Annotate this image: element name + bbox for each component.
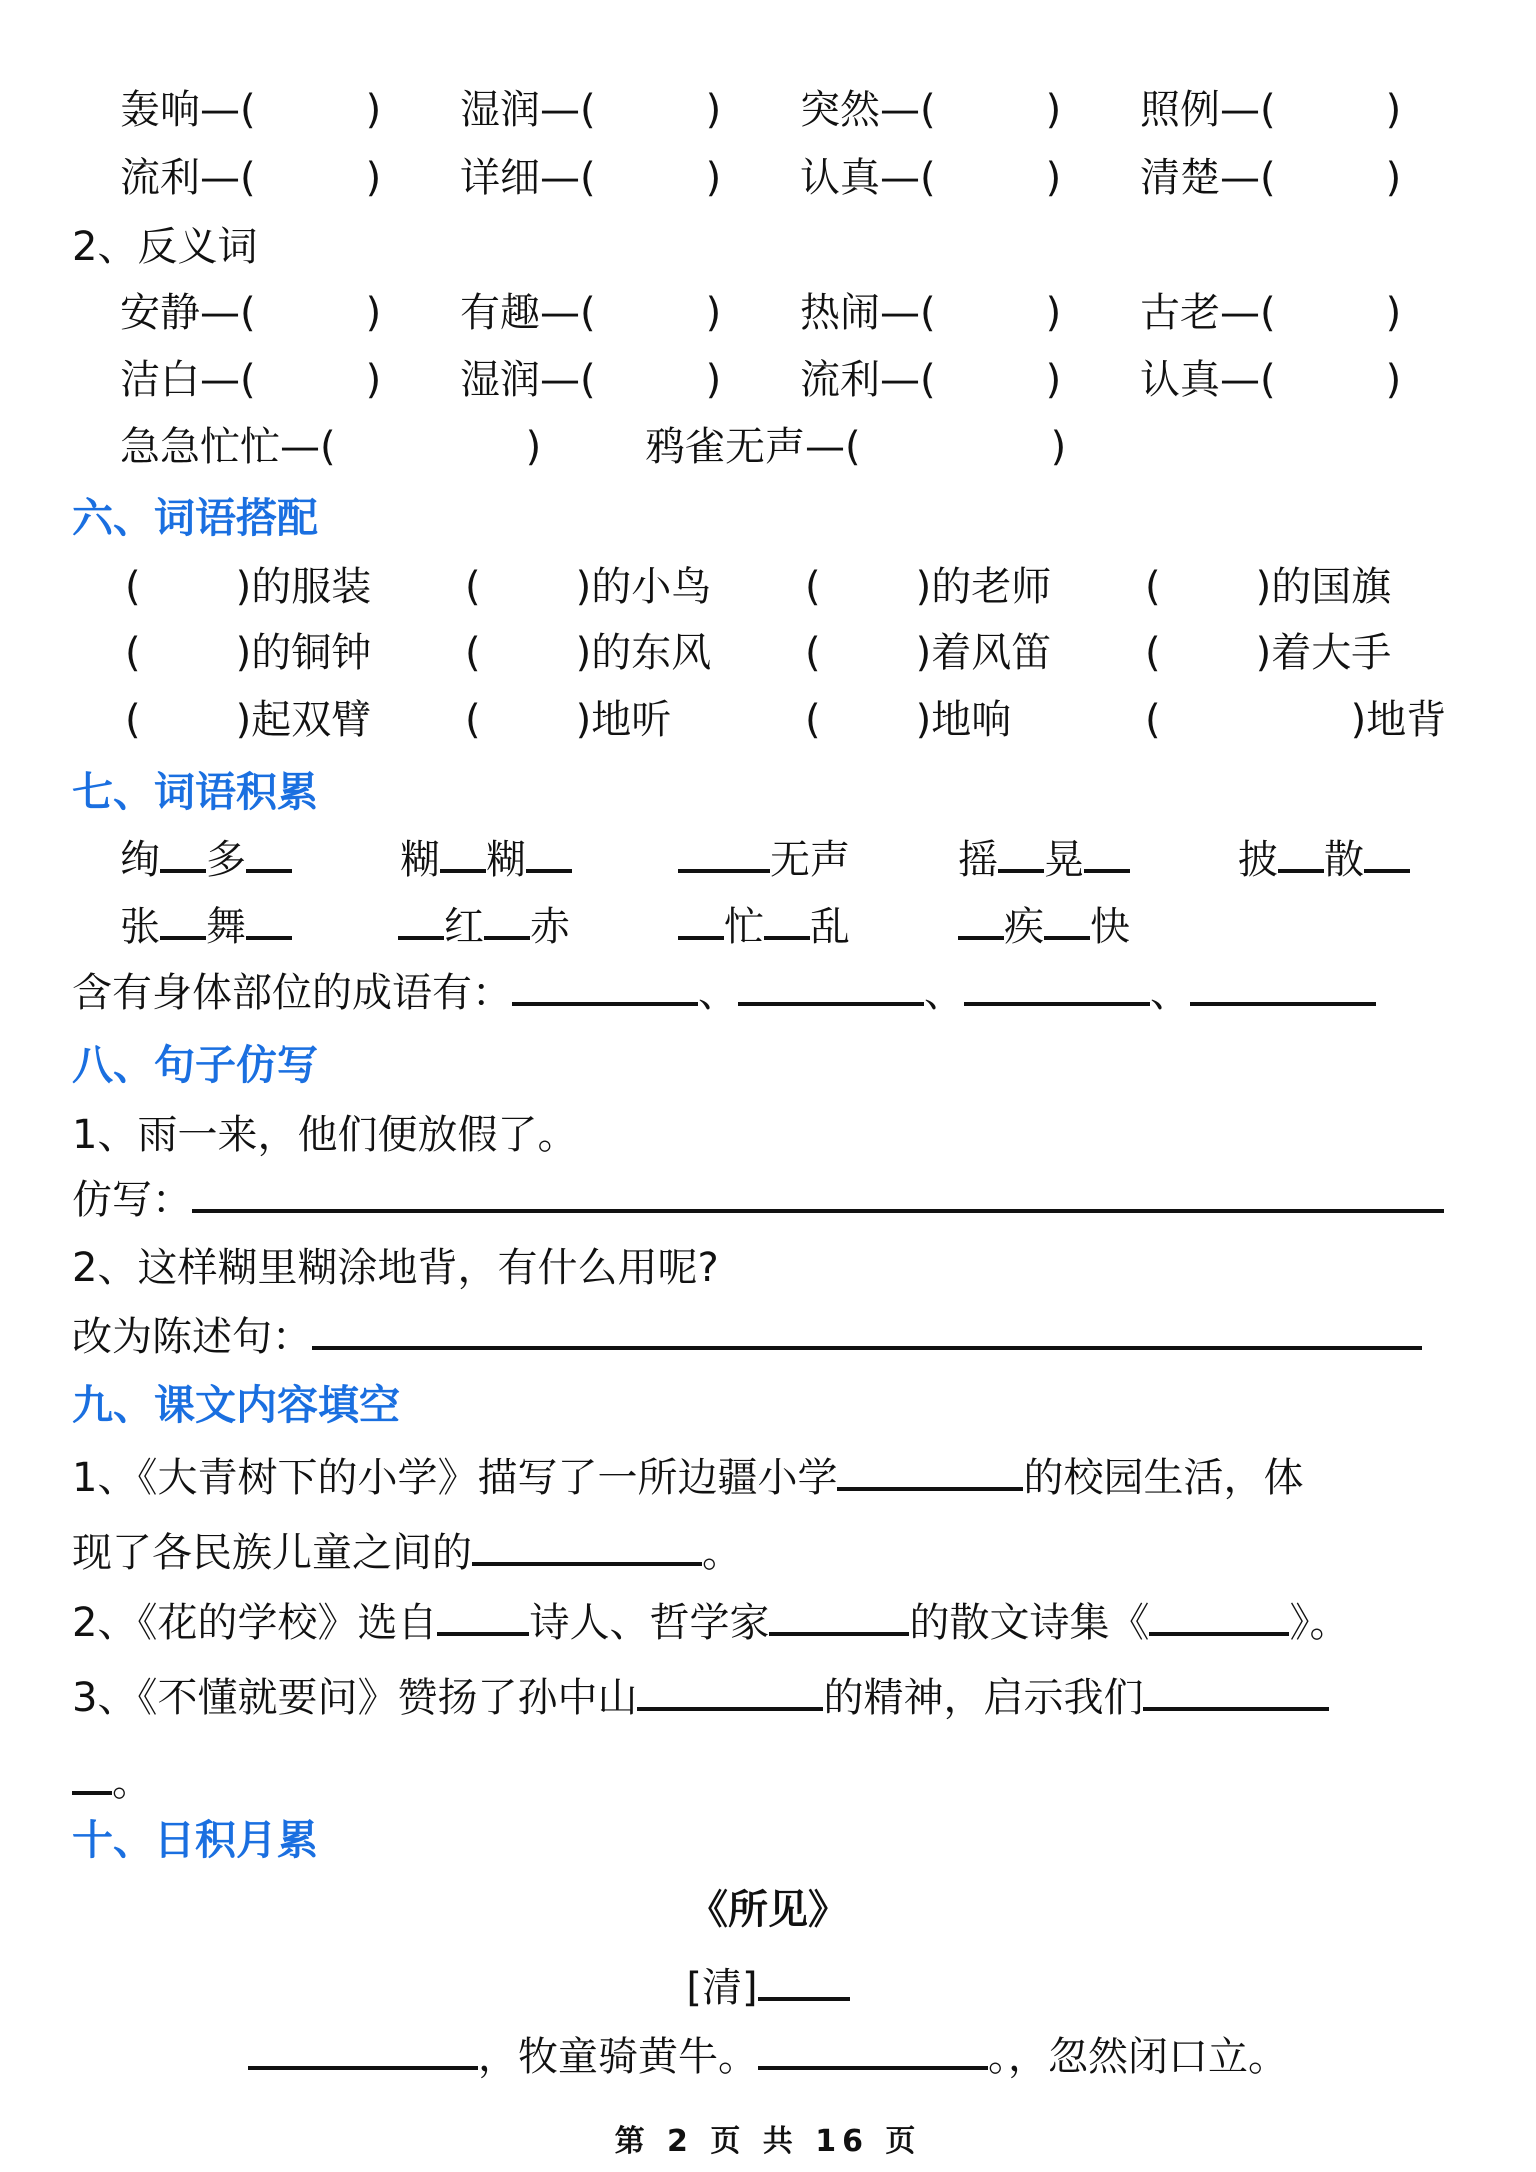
synonym-item[interactable]: 轰响—( )	[120, 87, 382, 133]
section-8-heading: 八、句子仿写	[72, 1041, 318, 1089]
accumulation-row-1	[0, 830, 1536, 890]
imitation-answer-line[interactable]	[192, 1175, 1444, 1213]
accumulation-item[interactable]: 披 散	[1238, 830, 1410, 890]
collocation-row-3	[0, 690, 1536, 750]
synonym-row-1	[0, 80, 1536, 140]
accumulation-item[interactable]: 张 舞	[120, 897, 292, 957]
synonym-item[interactable]: 详细—( )	[460, 155, 722, 201]
antonym-item[interactable]: 认真—( )	[1140, 357, 1402, 403]
synonym-row-2	[0, 148, 1536, 208]
body-idiom-row: 含有身体部位的成语有： 、 、 、	[72, 963, 1376, 1023]
collocation-row-2	[0, 623, 1536, 683]
antonym-item[interactable]: 古老—( )	[1140, 290, 1402, 336]
declarative-row	[72, 1307, 1466, 1367]
accumulation-item[interactable]: 疾 快	[958, 897, 1130, 957]
answer-blank[interactable]	[1190, 968, 1376, 1006]
collocation-item[interactable]: ( )地听	[465, 697, 672, 743]
text-q3-line2: 。	[72, 1752, 152, 1812]
sentence-q2: 2、这样糊里糊涂地背，有什么用呢?	[72, 1245, 719, 1291]
collocation-item[interactable]: ( )起双臂	[125, 697, 372, 743]
text-q2-line: 2、《花的学校》选自 诗人、哲学家 的散文诗集《 》。	[72, 1600, 1350, 1646]
accumulation-item[interactable]: 摇 晃	[958, 830, 1130, 890]
accumulation-item[interactable]: 糊 糊	[400, 830, 572, 890]
declarative-answer-line[interactable]	[312, 1312, 1422, 1350]
answer-blank[interactable]	[964, 968, 1150, 1006]
section-10-heading: 十、日积月累	[72, 1816, 318, 1864]
author-blank[interactable]	[758, 1963, 850, 2001]
accumulation-item[interactable]: 无声	[678, 830, 850, 890]
poem-author-line	[0, 1958, 1536, 2018]
collocation-item[interactable]: ( )地响	[805, 697, 1012, 743]
collocation-item[interactable]: ( )着风笛	[805, 630, 1052, 676]
antonym-item[interactable]: 有趣—( )	[460, 290, 722, 336]
antonym-item[interactable]: 洁白—( )	[120, 357, 382, 403]
answer-blank[interactable]	[1149, 1598, 1289, 1636]
accumulation-item[interactable]: 红 赤	[398, 897, 570, 957]
section-7-heading: 七、词语积累	[72, 768, 318, 816]
antonym-row-3	[0, 417, 1536, 477]
antonym-item[interactable]: 安静—( )	[120, 290, 382, 336]
body-idiom-label: 含有身体部位的成语有：	[72, 970, 512, 1016]
imitation-label: 仿写：	[72, 1177, 192, 1223]
answer-blank[interactable]	[637, 1673, 823, 1711]
synonym-item[interactable]: 照例—( )	[1140, 87, 1402, 133]
antonym-row-2	[0, 350, 1536, 410]
antonym-item[interactable]: 湿润—( )	[460, 357, 722, 403]
poem-line: ，牧童骑黄牛。 。，忽然闭口立。	[0, 2027, 1536, 2087]
poem-blank[interactable]	[758, 2032, 988, 2070]
synonym-item[interactable]: 流利—( )	[120, 155, 382, 201]
accumulation-item[interactable]: 绚 多	[120, 830, 292, 890]
antonym-item[interactable]: 急急忙忙—( )	[120, 424, 542, 470]
synonym-item[interactable]: 清楚—( )	[1140, 155, 1402, 201]
answer-blank[interactable]	[437, 1598, 529, 1636]
accumulation-item[interactable]: 忙 乱	[678, 897, 850, 957]
collocation-row-1	[0, 557, 1536, 617]
sentence-q1: 1、雨一来，他们便放假了。	[72, 1112, 578, 1158]
antonym-item[interactable]: 热闹—( )	[800, 290, 1062, 336]
answer-blank[interactable]	[837, 1453, 1023, 1491]
text-q1-line1: 1、《大青树下的小学》描写了一所边疆小学 的校园生活，体	[72, 1455, 1304, 1501]
answer-blank[interactable]	[738, 968, 924, 1006]
accumulation-row-2	[0, 897, 1536, 957]
poem-dynasty: [清]	[686, 1965, 758, 2011]
declarative-label: 改为陈述句：	[72, 1314, 312, 1360]
antonyms-title: 2、反义词	[72, 224, 258, 270]
text-q3-line: 3、《不懂就要问》赞扬了孙中山 的精神，启示我们	[72, 1668, 1329, 1728]
text-q1-line2: 现了各民族儿童之间的 。	[72, 1530, 742, 1576]
synonym-item[interactable]: 突然—( )	[800, 87, 1062, 133]
collocation-item[interactable]: ( )的老师	[805, 564, 1052, 610]
answer-blank[interactable]	[512, 968, 698, 1006]
antonym-item[interactable]: 流利—( )	[800, 357, 1062, 403]
imitation-row	[72, 1170, 1466, 1230]
answer-blank[interactable]	[769, 1598, 909, 1636]
synonym-item[interactable]: 湿润—( )	[460, 87, 722, 133]
poem-title: 《所见》	[688, 1887, 848, 1933]
antonym-item[interactable]: 鸦雀无声—( )	[645, 424, 1067, 470]
answer-blank[interactable]	[472, 1528, 702, 1566]
section-9-heading: 九、课文内容填空	[72, 1381, 400, 1429]
antonym-row-1	[0, 283, 1536, 343]
synonym-item[interactable]: 认真—( )	[800, 155, 1062, 201]
collocation-item[interactable]: ( )的国旗	[1145, 564, 1392, 610]
collocation-item[interactable]: ( )地背	[1145, 697, 1447, 743]
page-footer: 第 2 页 共 16 页	[614, 2124, 922, 2159]
collocation-item[interactable]: ( )的小鸟	[465, 564, 712, 610]
collocation-item[interactable]: ( )的铜钟	[125, 630, 372, 676]
section-6-heading: 六、词语搭配	[72, 494, 318, 542]
answer-blank[interactable]	[72, 1757, 112, 1795]
collocation-item[interactable]: ( )的东风	[465, 630, 712, 676]
collocation-item[interactable]: ( )着大手	[1145, 630, 1392, 676]
poem-blank[interactable]	[248, 2032, 478, 2070]
collocation-item[interactable]: ( )的服装	[125, 564, 372, 610]
answer-blank[interactable]	[1143, 1673, 1329, 1711]
